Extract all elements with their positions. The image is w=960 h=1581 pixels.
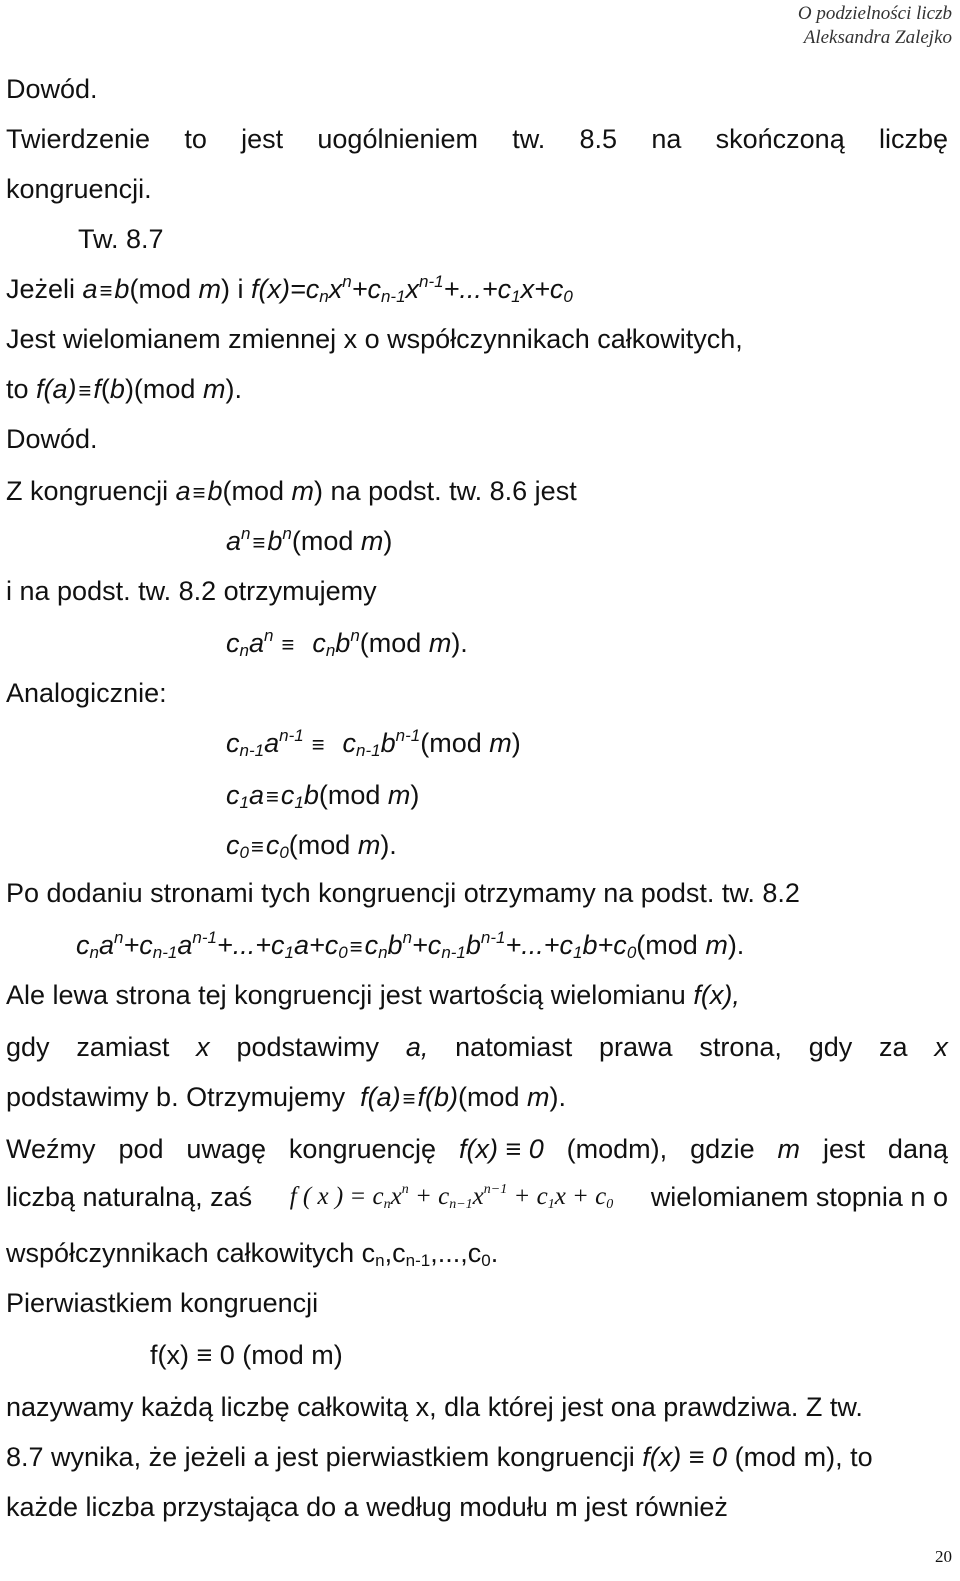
definition-line-2 bbox=[6, 1180, 948, 1214]
word: 8.5 bbox=[579, 124, 618, 154]
word: (modm), bbox=[566, 1134, 668, 1164]
word: gdzie bbox=[690, 1134, 755, 1164]
word: f(x) ≡ 0 bbox=[458, 1134, 544, 1164]
word: f(x) ≡ 0 bbox=[642, 1442, 728, 1472]
proof-line: Z kongruencji a≡b(mod m) na podst. tw. 8.6 jest bbox=[6, 476, 577, 506]
header-author: Aleksandra Zalejko bbox=[803, 27, 952, 48]
word: daną bbox=[887, 1134, 948, 1164]
formula-power: $a^n\equiv b^n(mod$ m) bbox=[226, 524, 393, 556]
definition-line-3: współczynnikach całkowitych $c_n,c_{n-1},...,c_0$. bbox=[6, 1238, 499, 1270]
word: m bbox=[777, 1134, 801, 1164]
word: na bbox=[651, 124, 682, 154]
definition-line-5: nazywamy każdą liczbę całkowitą x, dla której jest ona prawdziwa. Z tw. bbox=[6, 1392, 863, 1422]
proof-heading: Dowód. bbox=[6, 74, 98, 104]
word: liczbą naturalną, zaś bbox=[6, 1182, 253, 1212]
definition-line-7: każde liczba przystająca do a według modułu m jest również bbox=[6, 1492, 728, 1522]
word: x bbox=[934, 1032, 948, 1062]
formula-cn: $c_na^n \equiv c_nb^n(mod$ m). bbox=[226, 626, 468, 660]
word: Ale lewa strona tej kongruencji jest wartością wielomianu bbox=[6, 980, 686, 1010]
word: na podst. tw. 8.6 jest bbox=[330, 476, 577, 506]
formula-c1: $c_1a\equiv c_1b(mod$ m) bbox=[226, 780, 420, 812]
word: uwagę bbox=[186, 1134, 266, 1164]
word: uogólnieniem bbox=[317, 124, 479, 154]
word: (mod m), to bbox=[734, 1442, 873, 1472]
theorem-intro-line bbox=[6, 122, 948, 156]
word: za bbox=[879, 1032, 908, 1062]
proof-line-4: Ale lewa strona tej kongruencji jest wartością wielomianu f(x), bbox=[6, 980, 740, 1010]
word: Twierdzenie bbox=[6, 124, 151, 154]
word: podstawimy bbox=[236, 1032, 380, 1062]
definition-line-4: Pierwiastkiem kongruencji bbox=[6, 1288, 319, 1318]
proof-line-6: podstawimy b. Otrzymujemy f(a)≡f(b)(mod m). bbox=[6, 1082, 566, 1112]
word: to bbox=[6, 374, 29, 404]
definition-line-1 bbox=[6, 1132, 948, 1166]
theorem-intro-line-2: kongruencji. bbox=[6, 174, 152, 204]
polynomial-formula: f ( x ) = $c_nx^n + c_{n-1}x^{n-1} + c_1x + c_0$ bbox=[289, 1182, 614, 1212]
word: natomiast bbox=[455, 1032, 573, 1062]
proof-line-3: Po dodaniu stronami tych kongruencji otrzymamy na podst. tw. 8.2 bbox=[6, 878, 800, 908]
word: pod bbox=[118, 1134, 164, 1164]
word: wielomianem stopnia n o bbox=[650, 1182, 948, 1212]
header-title: O podzielności liczb bbox=[797, 3, 952, 24]
word: x bbox=[196, 1032, 210, 1062]
word: to bbox=[184, 124, 207, 154]
word: strona, bbox=[699, 1032, 782, 1062]
word: jest bbox=[241, 124, 284, 154]
formula-c0: $c_0\equiv c_0(mod$ m). bbox=[226, 830, 397, 862]
theorem-statement-line: Jeżeli a≡b(mod m) i $f(x)=c_nx^n+c_{n-1}x^{n-1}+...+c_1x+c_0$ bbox=[6, 272, 573, 306]
word: jest bbox=[822, 1134, 865, 1164]
formula-root-congruence: f(x) ≡ 0 (mod m) bbox=[150, 1340, 343, 1370]
theorem-label: Tw. 8.7 bbox=[78, 224, 164, 254]
word: Weźmy bbox=[6, 1134, 96, 1164]
definition-line-6 bbox=[6, 1440, 873, 1474]
word: a, bbox=[405, 1032, 429, 1062]
word: tw. bbox=[512, 124, 546, 154]
word: współczynnikach całkowitych bbox=[6, 1238, 355, 1268]
word: skończoną bbox=[715, 124, 845, 154]
proof-line-5 bbox=[6, 1030, 948, 1064]
word: 8.7 wynika, że jeżeli a jest pierwiastkiem kongruencji bbox=[6, 1442, 635, 1472]
word: liczbę bbox=[878, 124, 948, 154]
analogously-label: Analogicznie: bbox=[6, 678, 167, 708]
theorem-conclusion: to f(a)≡f(b)(mod m). bbox=[6, 374, 242, 404]
page-number: 20 bbox=[935, 1547, 952, 1566]
word: zamiast bbox=[76, 1032, 170, 1062]
word: prawa bbox=[599, 1032, 673, 1062]
proof-line-2: i na podst. tw. 8.2 otrzymujemy bbox=[6, 576, 377, 606]
word: gdy bbox=[6, 1032, 50, 1062]
running-header bbox=[798, 2, 952, 50]
word: kongruencję bbox=[288, 1134, 437, 1164]
word: podstawimy b. Otrzymujemy bbox=[6, 1082, 346, 1112]
proof-heading-2: Dowód. bbox=[6, 424, 98, 454]
theorem-statement-line-2: Jest wielomianem zmiennej x o współczynnikach całkowitych, bbox=[6, 324, 743, 354]
word: Z kongruencji bbox=[6, 476, 169, 506]
formula-sum: $c_na^n+c_{n-1}a^{n-1}+...+c_1a+c_0\equiv c_nb^n+c_{n-1}b^{n-1}+...+c_1b+c_0(mod$ m). bbox=[76, 928, 745, 962]
word: gdy bbox=[808, 1032, 853, 1062]
word: Jeżeli bbox=[6, 274, 76, 304]
formula-cn-1: $c_{n-1}a^{n-1} \equiv c_{n-1}b^{n-1}(mod$ m) bbox=[226, 726, 521, 760]
